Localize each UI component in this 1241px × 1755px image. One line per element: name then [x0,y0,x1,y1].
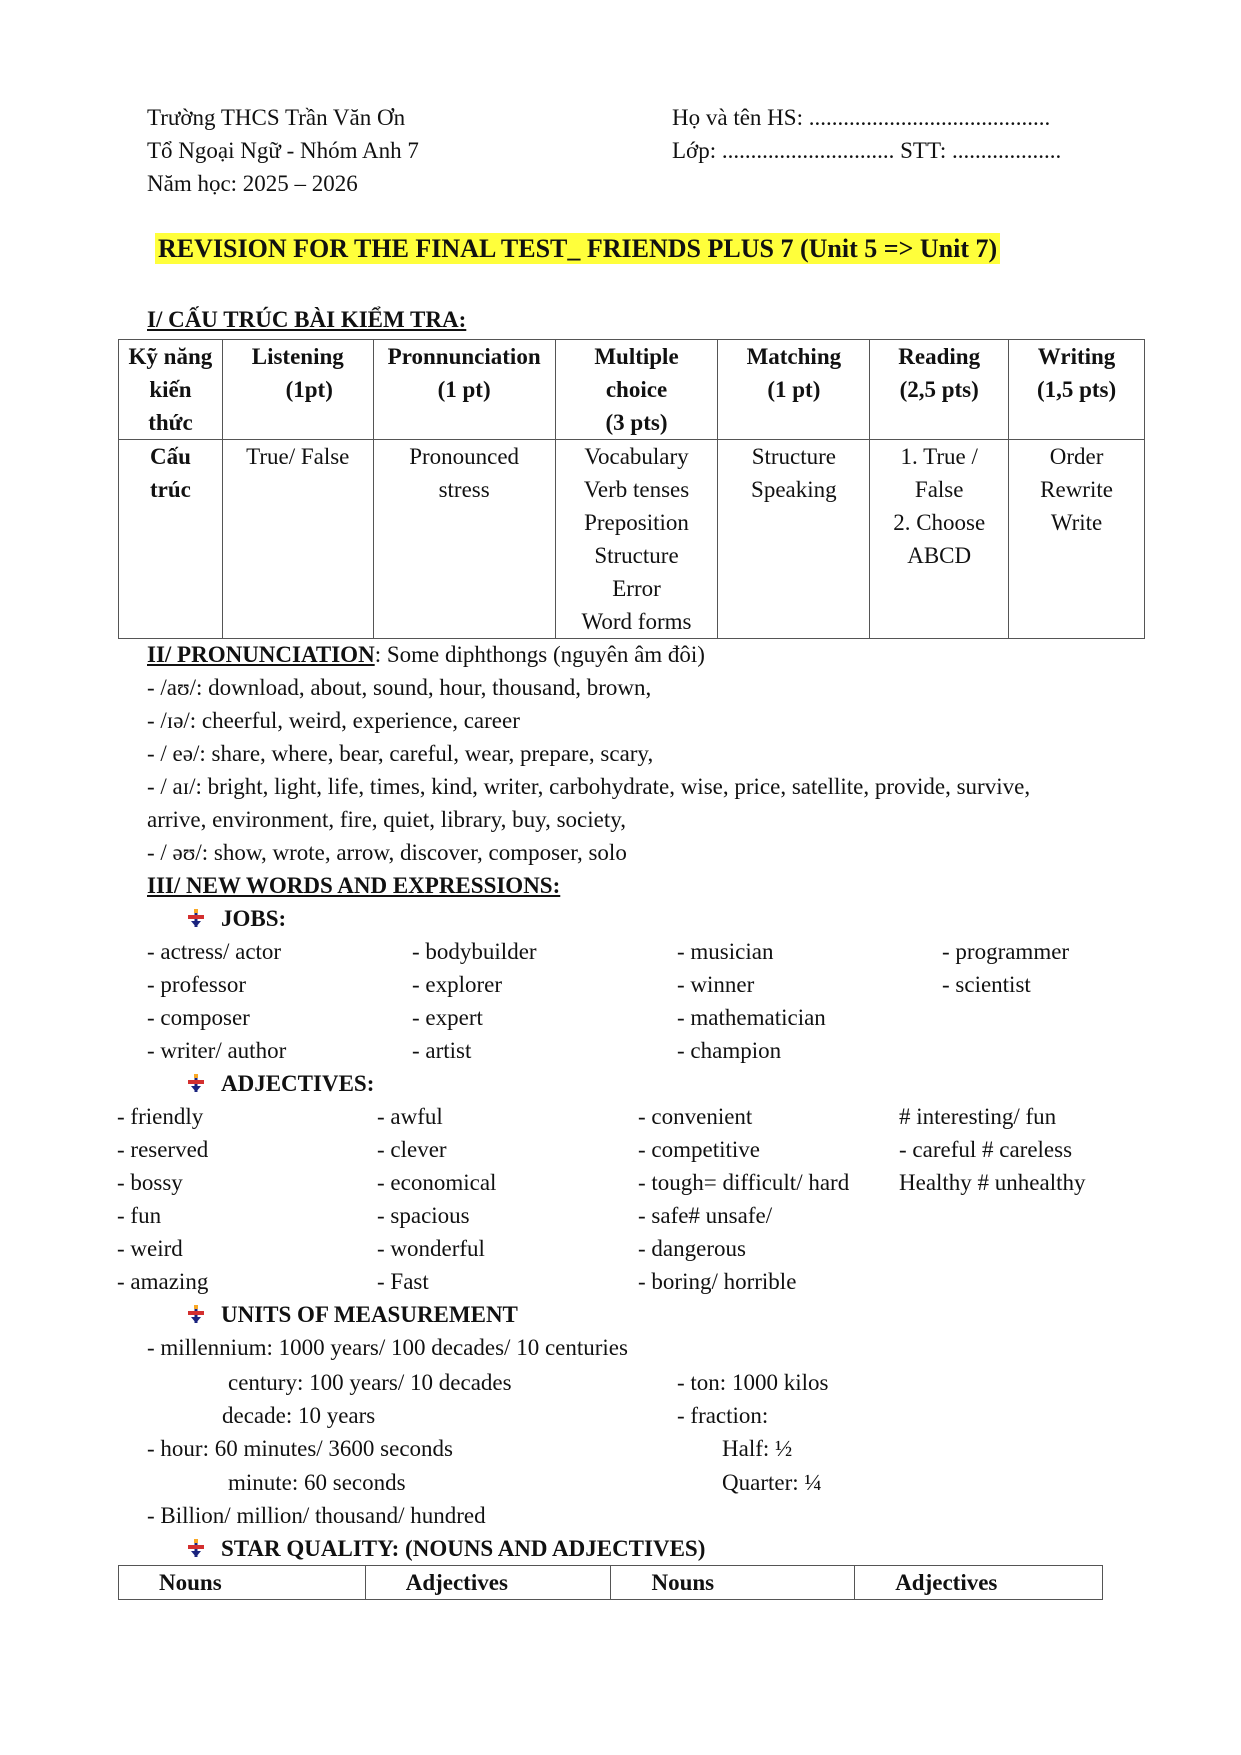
section-1-heading: I/ CẤU TRÚC BÀI KIỂM TRA: [147,307,467,332]
jobs-heading: JOBS: [221,906,287,931]
column-header-adjectives: Adjectives [855,1566,1103,1600]
pronunciation-line: arrive, environment, fire, quiet, library, buy, society, [147,807,627,832]
section-3-heading: III/ NEW WORDS AND EXPRESSIONS: [147,873,561,898]
list-item: - musician [677,939,774,964]
adjectives-heading: ADJECTIVES: [221,1071,375,1096]
content-cell-reading: 1. True / False 2. Choose ABCD [870,440,1009,639]
content-cell-pronunciation: Pronounced stress [373,440,555,639]
content-cell-structure: Cấu trúc [119,440,223,639]
list-item: - mathematician [677,1005,826,1030]
unit-line: minute: 60 seconds [228,1470,406,1495]
list-item: - actress/ actor [147,939,282,964]
content-cell-listening: True/ False [222,440,373,639]
unit-line: decade: 10 years [222,1403,376,1428]
star-quality-heading: STAR QUALITY: (NOUNS AND ADJECTIVES) [221,1536,706,1561]
school-name: Trường THCS Trần Văn Ơn [147,105,406,130]
class-number-field: Lớp: .............................. STT: ................... [672,138,1062,163]
list-item: - awful [377,1104,443,1129]
jobs-heading-row [185,902,286,935]
list-item: - artist [412,1038,472,1063]
list-item: - wonderful [377,1236,485,1261]
arrow-bullet-icon [185,1303,207,1325]
pronunciation-line: - / əʊ/: show, wrote, arrow, discover, composer, solo [147,840,627,865]
header-cell-skill: Kỹ năng kiến thức [119,340,223,440]
list-item: - writer/ author [147,1038,287,1063]
list-item: - winner [677,972,755,997]
list-item: - convenient [638,1104,753,1129]
list-item: - reserved [117,1137,209,1162]
units-heading: UNITS OF MEASUREMENT [221,1302,518,1327]
page-title: REVISION FOR THE FINAL TEST_ FRIENDS PLUS 7 (Unit 5 => Unit 7) [155,233,1000,264]
units-heading-row [185,1298,518,1331]
unit-line: Half: ½ [722,1436,793,1461]
list-item: - amazing [117,1269,209,1294]
list-item: - explorer [412,972,503,997]
list-item: Healthy # unhealthy [899,1170,1086,1195]
header-cell-reading: Reading (2,5 pts) [870,340,1009,440]
adjectives-heading-row [185,1067,374,1100]
column-header-nouns: Nouns [611,1566,855,1600]
list-item: - friendly [117,1104,204,1129]
content-cell-writing: Order Rewrite Write [1009,440,1145,639]
header-cell-multiple-choice: Multiple choice (3 pts) [555,340,718,440]
section-2-heading: II/ PRONUNCIATION [147,642,375,667]
list-item: - careful # careless [899,1137,1073,1162]
unit-line: - millennium: 1000 years/ 100 decades/ 10 centuries [147,1335,628,1360]
unit-line: - fraction: [677,1403,769,1428]
unit-line: - hour: 60 minutes/ 3600 seconds [147,1436,453,1461]
unit-line: century: 100 years/ 10 decades [228,1370,512,1395]
list-item: - scientist [942,972,1031,997]
section-2-subtitle: : Some diphthongs (nguyên âm đôi) [374,642,705,667]
list-item: - weird [117,1236,183,1261]
list-item: - composer [147,1005,250,1030]
list-item: - bossy [117,1170,183,1195]
list-item: - bodybuilder [412,939,537,964]
header-cell-pronunciation: Pronnunciation (1 pt) [373,340,555,440]
department-name: Tổ Ngoại Ngữ - Nhóm Anh 7 [147,138,419,163]
arrow-bullet-icon [185,1072,207,1094]
list-item: - expert [412,1005,483,1030]
unit-line: Quarter: ¼ [722,1470,822,1495]
unit-line: - Billion/ million/ thousand/ hundred [147,1503,486,1528]
unit-line: - ton: 1000 kilos [677,1370,829,1395]
list-item: - spacious [377,1203,470,1228]
list-item: - fun [117,1203,162,1228]
pronunciation-line: - / aɪ/: bright, light, life, times, kind, writer, carbohydrate, wise, price, satellite, provide, survive, [147,774,1031,799]
content-cell-matching: Structure Speaking [718,440,870,639]
list-item: - clever [377,1137,447,1162]
pronunciation-line: - / eə/: share, where, bear, careful, wear, prepare, scary, [147,741,654,766]
header-cell-writing: Writing (1,5 pts) [1009,340,1145,440]
test-structure-table [118,339,1145,639]
arrow-bullet-icon [185,1537,207,1559]
content-cell-multiple-choice: Vocabulary Verb tenses Preposition Structure Error Word forms [555,440,718,639]
column-header-nouns: Nouns [119,1566,366,1600]
pronunciation-line: - /aʊ/: download, about, sound, hour, thousand, brown, [147,675,652,700]
list-item: - boring/ horrible [638,1269,797,1294]
list-item: - programmer [942,939,1070,964]
list-item: - competitive [638,1137,760,1162]
star-quality-table [118,1565,1103,1600]
header-cell-matching: Matching (1 pt) [718,340,870,440]
student-name-field: Họ và tên HS: .......................................... [672,105,1051,130]
pronunciation-line: - /ɪə/: cheerful, weird, experience, career [147,708,520,733]
list-item: - dangerous [638,1236,746,1261]
arrow-bullet-icon [185,907,207,929]
list-item: - tough= difficult/ hard [638,1170,850,1195]
list-item: - champion [677,1038,782,1063]
list-item: - economical [377,1170,497,1195]
header-cell-listening: Listening (1pt) [222,340,373,440]
list-item: - safe# unsafe/ [638,1203,773,1228]
list-item: - professor [147,972,246,997]
school-year: Năm học: 2025 – 2026 [147,171,358,196]
list-item: # interesting/ fun [899,1104,1057,1129]
star-quality-heading-row [185,1532,705,1565]
list-item: - Fast [377,1269,429,1294]
section-2-heading-row [147,638,705,671]
column-header-adjectives: Adjectives [365,1566,611,1600]
